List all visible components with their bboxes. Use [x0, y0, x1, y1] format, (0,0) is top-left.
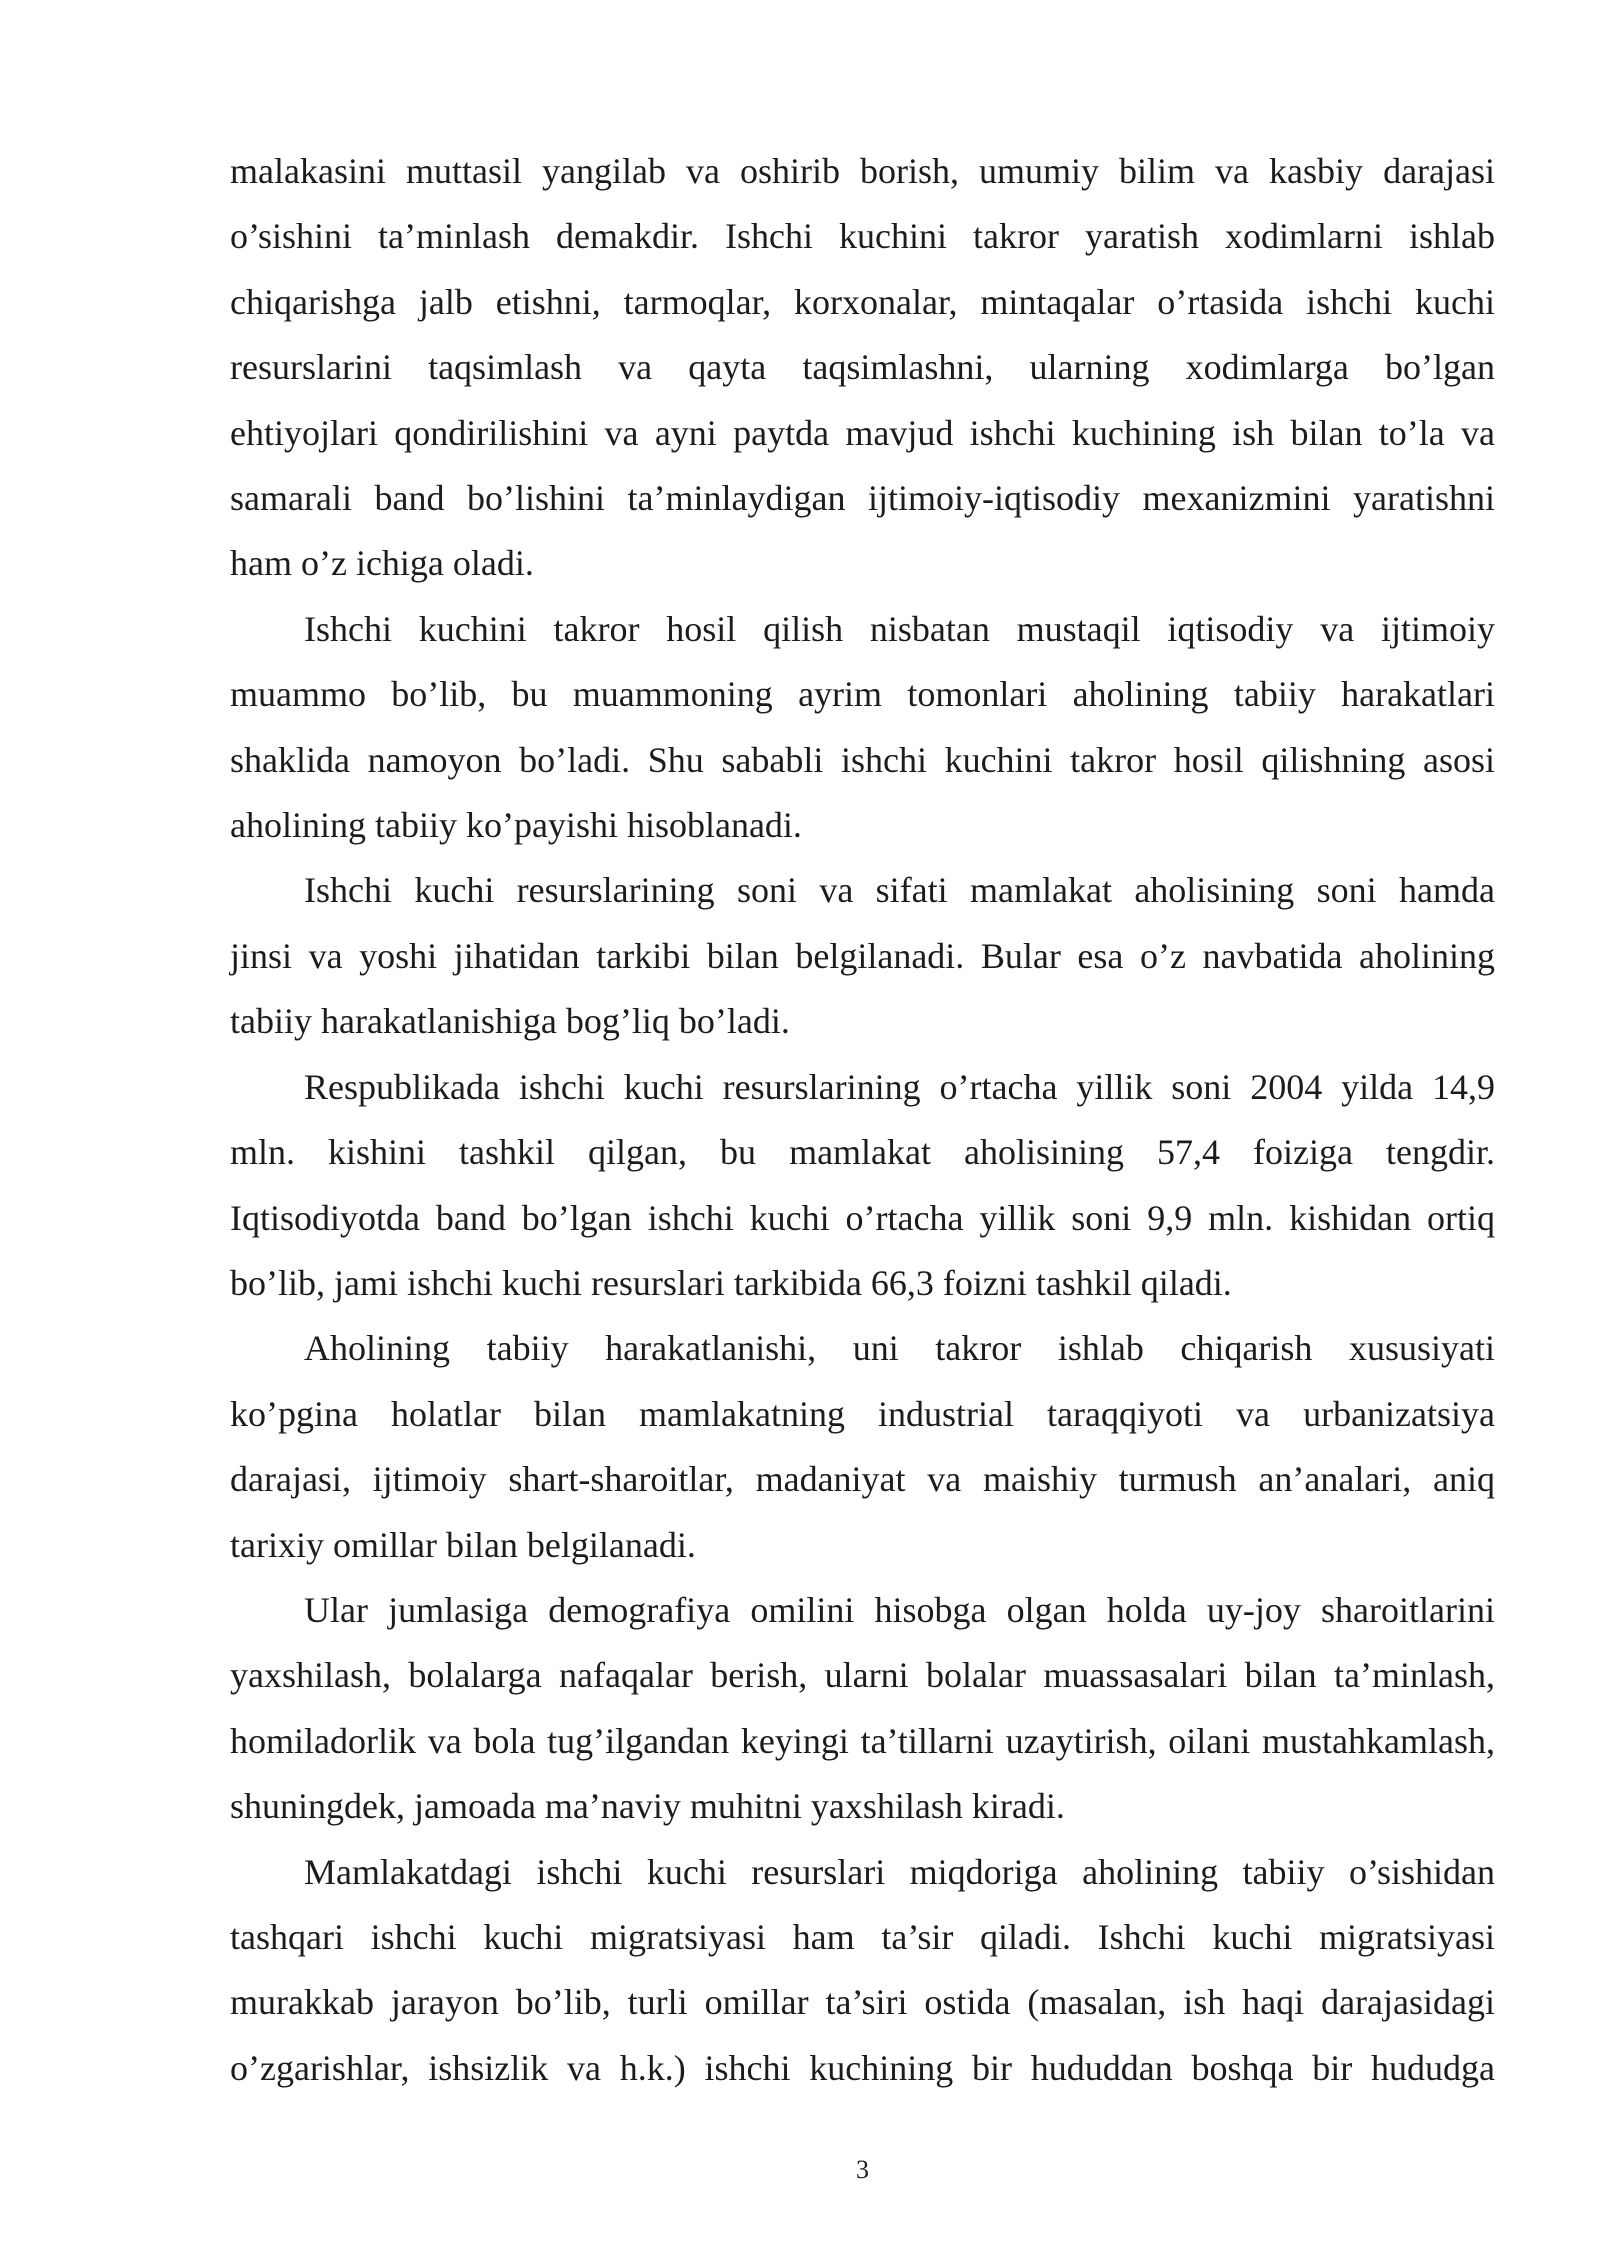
text-line: chiqarishga jalb etishni, tarmoqlar, korxonalar, mintaqalar o’rtasida ishchi kuchi [230, 281, 1495, 322]
text-line: ko’pgina holatlar bilan mamlakatning industrial taraqqiyoti va urbanizatsiya [230, 1393, 1495, 1434]
text-line: Ishchi kuchini takror hosil qilish nisbatan mustaqil iqtisodiy va ijtimoiy [304, 608, 1495, 649]
text-line: shuningdek, jamoada ma’naviy muhitni yaxshilash kiradi. [230, 1786, 1065, 1827]
text-line: mln. kishini tashkil qilgan, bu mamlakat aholisining 57,4 foiziga tengdir. [230, 1132, 1495, 1173]
text-line: Ishchi kuchi resurslarining soni va sifati mamlakat aholisining soni hamda [304, 870, 1495, 911]
text-line: resurslarini taqsimlash va qayta taqsimlashni, ularning xodimlarga bo’lgan [230, 347, 1495, 388]
text-line: muammo bo’lib, bu muammoning ayrim tomonlari aholining tabiiy harakatlari [230, 674, 1495, 715]
text-line: shaklida namoyon bo’ladi. Shu sababli ishchi kuchini takror hosil qilishning asosi [230, 739, 1495, 780]
text-line: Ular jumlasiga demografiya omilini hisobga olgan holda uy-joy sharoitlarini [304, 1589, 1495, 1630]
text-line: bo’lib, jami ishchi kuchi resurslari tarkibida 66,3 foizni tashkil qiladi. [230, 1262, 1232, 1303]
text-line: o’zgarishlar, ishsizlik va h.k.) ishchi kuchining bir hududdan boshqa bir hududga [230, 2047, 1495, 2088]
text-line: homiladorlik va bola tug’ilgandan keyingi ta’tillarni uzaytirish, oilani mustahkamlash, [230, 1720, 1495, 1761]
text-line: ham o’z ichiga oladi. [230, 543, 534, 584]
text-line: tabiiy harakatlanishiga bog’liq bo’ladi. [230, 1001, 790, 1042]
text-line: malakasini muttasil yangilab va oshirib borish, umumiy bilim va kasbiy darajasi [230, 151, 1495, 191]
text-line: ehtiyojlari qondirilishini va ayni paytda mavjud ishchi kuchining ish bilan to’la va [230, 412, 1495, 453]
text-line: samarali band bo’lishini ta’minlaydigan ijtimoiy-iqtisodiy mexanizmini yaratishni [230, 478, 1495, 519]
text-line: jinsi va yoshi jihatidan tarkibi bilan belgilanadi. Bular esa o’z navbatida aholining [230, 935, 1495, 976]
text-line: Aholining tabiiy harakatlanishi, uni takror ishlab chiqarish xususiyati [304, 1328, 1495, 1369]
paragraph [230, 139, 1495, 597]
text-line: Mamlakatdagi ishchi kuchi resurslari miqdoriga aholining tabiiy o’sishidan [304, 1851, 1495, 1892]
body-text [230, 139, 1495, 2101]
paragraph [230, 858, 1495, 1054]
paragraph [230, 1316, 1495, 1578]
text-line: tarixiy omillar bilan belgilanadi. [230, 1524, 696, 1565]
text-line: darajasi, ijtimoiy shart-sharoitlar, madaniyat va maishiy turmush an’analari, aniq [230, 1459, 1495, 1500]
paragraph [230, 1578, 1495, 1840]
text-line: aholining tabiiy ko’payishi hisoblanadi. [230, 805, 802, 846]
text-line: o’sishini ta’minlash demakdir. Ishchi kuchini takror yaratish xodimlarni ishlab [230, 216, 1495, 257]
paragraph [230, 1055, 1495, 1317]
text-line: yaxshilash, bolalarga nafaqalar berish, ularni bolalar muassasalari bilan ta’minlash, [230, 1655, 1495, 1696]
text-line: murakkab jarayon bo’lib, turli omillar ta’siri ostida (masalan, ish haqi darajasidagi [230, 1982, 1495, 2023]
text-line: Iqtisodiyotda band bo’lgan ishchi kuchi o’rtacha yillik soni 9,9 mln. kishidan ortiq [230, 1197, 1495, 1238]
paragraph [230, 597, 1495, 859]
page-number: 3 [856, 2155, 869, 2184]
text-line: tashqari ishchi kuchi migratsiyasi ham ta’sir qiladi. Ishchi kuchi migratsiyasi [230, 1916, 1495, 1957]
text-line: Respublikada ishchi kuchi resurslarining o’rtacha yillik soni 2004 yilda 14,9 [304, 1066, 1495, 1107]
paragraph [230, 1840, 1495, 2102]
